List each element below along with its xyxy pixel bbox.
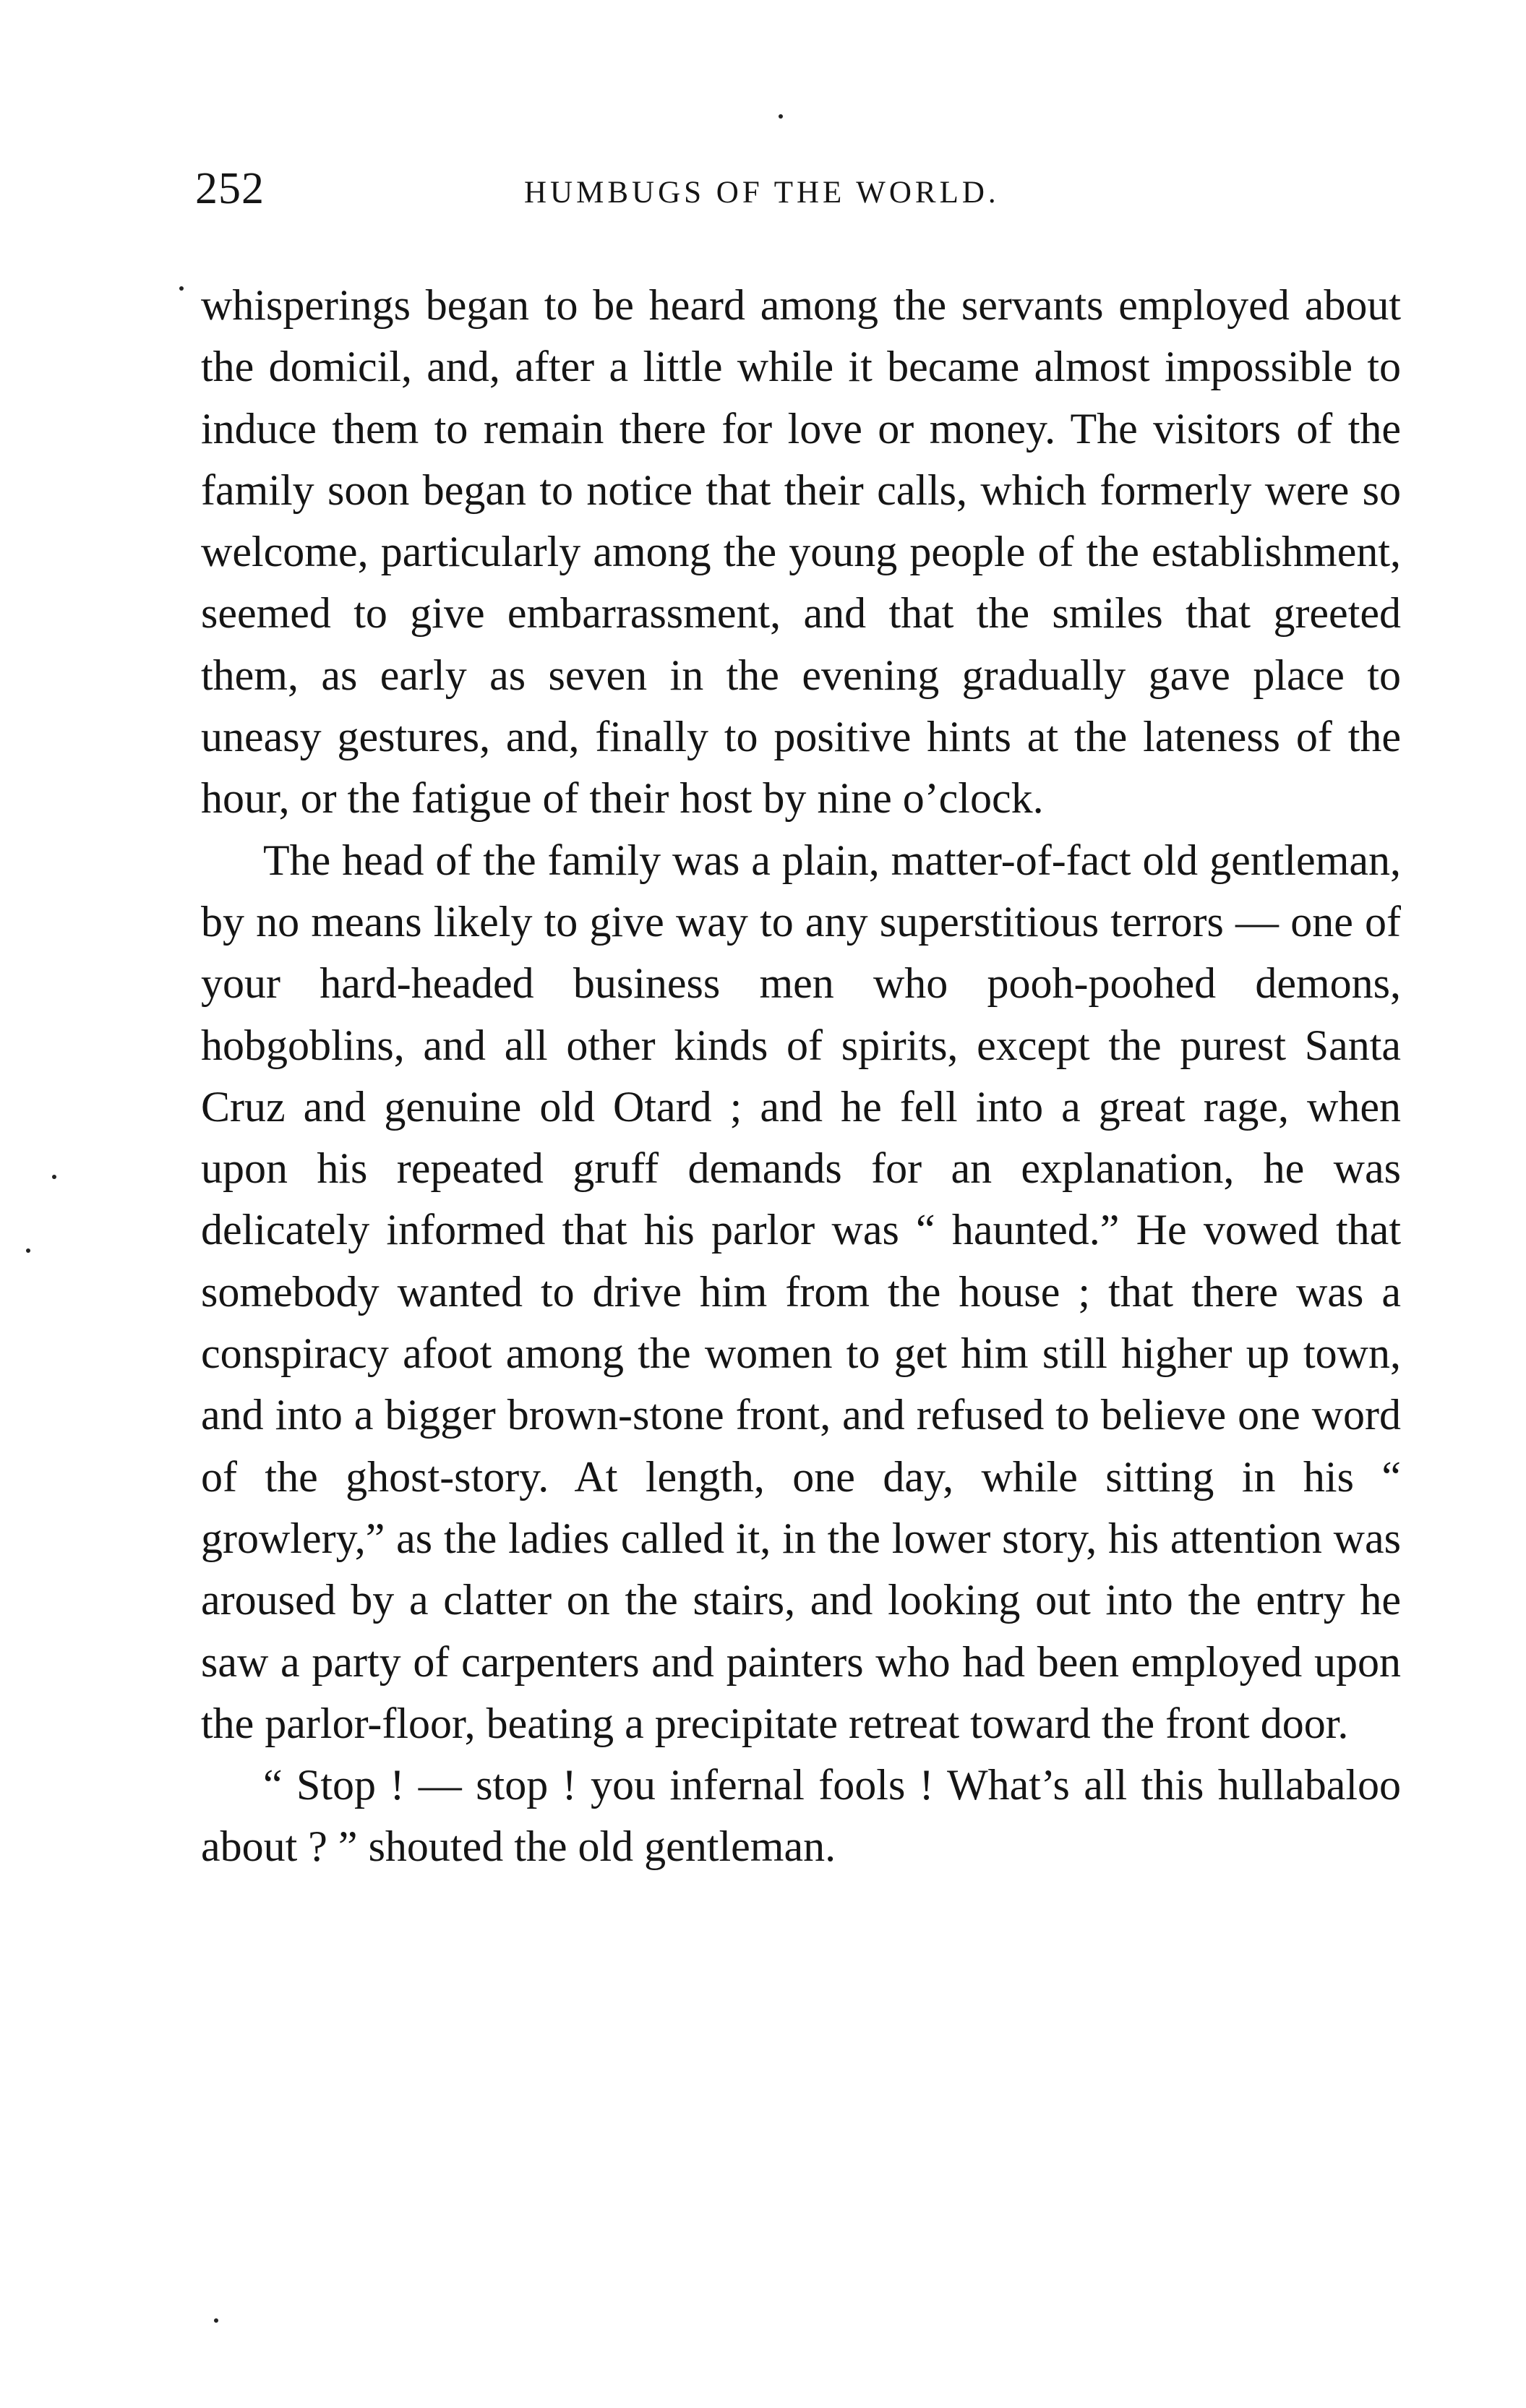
ink-speck: [779, 114, 783, 119]
page-number: 252: [195, 164, 265, 213]
paragraph: whisperings began to be heard among the servants employed about the domicil, and, after a little while it became almost impossible to induce them to remain there for love or money. The visitors of the family soon began to notice that their calls, which formerly were so welcome, particularly among the young people of the establishment, seemed to give embarrassment, and that the smiles that greeted them, as early as seven in the evening gradually gave place to uneasy gestures, and, finally to positive hints at the lateness of the hour, or the fatigue of their host by nine o’clock.: [201, 281, 1401, 823]
paragraph: The head of the family was a plain, matter-of-fact old gentleman, by no means likely to give way to any superstitious terrors — one of your hard-headed business men who pooh-poohed demons, hobgoblins, and all other kinds of spirits, except the purest Santa Cruz and genuine old Otard ; and he fell into a great rage, when upon his repeated gruff demands for an explanation, he was delicately informed that his parlor was “ haunted.” He vowed that somebody wanted to drive him from the house ; that there was a conspiracy afoot among the women to get him still higher up town, and into a bigger brown-stone front, and refused to believe one word of the ghost-story. At length, one day, while sitting in his “ growlery,” as the ladies called it, in the lower story, his attention was aroused by a clatter on the stairs, and looking out into the entry he saw a party of carpenters and painters who had been employed upon the parlor-floor, beating a precipitate retreat toward the front door.: [201, 836, 1401, 1747]
body-text: [201, 275, 1401, 1878]
ink-speck: [179, 286, 184, 291]
paragraph: “ Stop ! — stop ! you infernal fools ! What’s all this hullabaloo about ? ” shouted the old gentleman.: [201, 1761, 1401, 1871]
ink-speck: [52, 1175, 56, 1179]
running-title: HUMBUGS OF THE WORLD.: [524, 176, 1000, 210]
page-header: [195, 156, 1106, 221]
ink-speck: [26, 1248, 30, 1253]
ink-speck: [214, 2318, 218, 2323]
